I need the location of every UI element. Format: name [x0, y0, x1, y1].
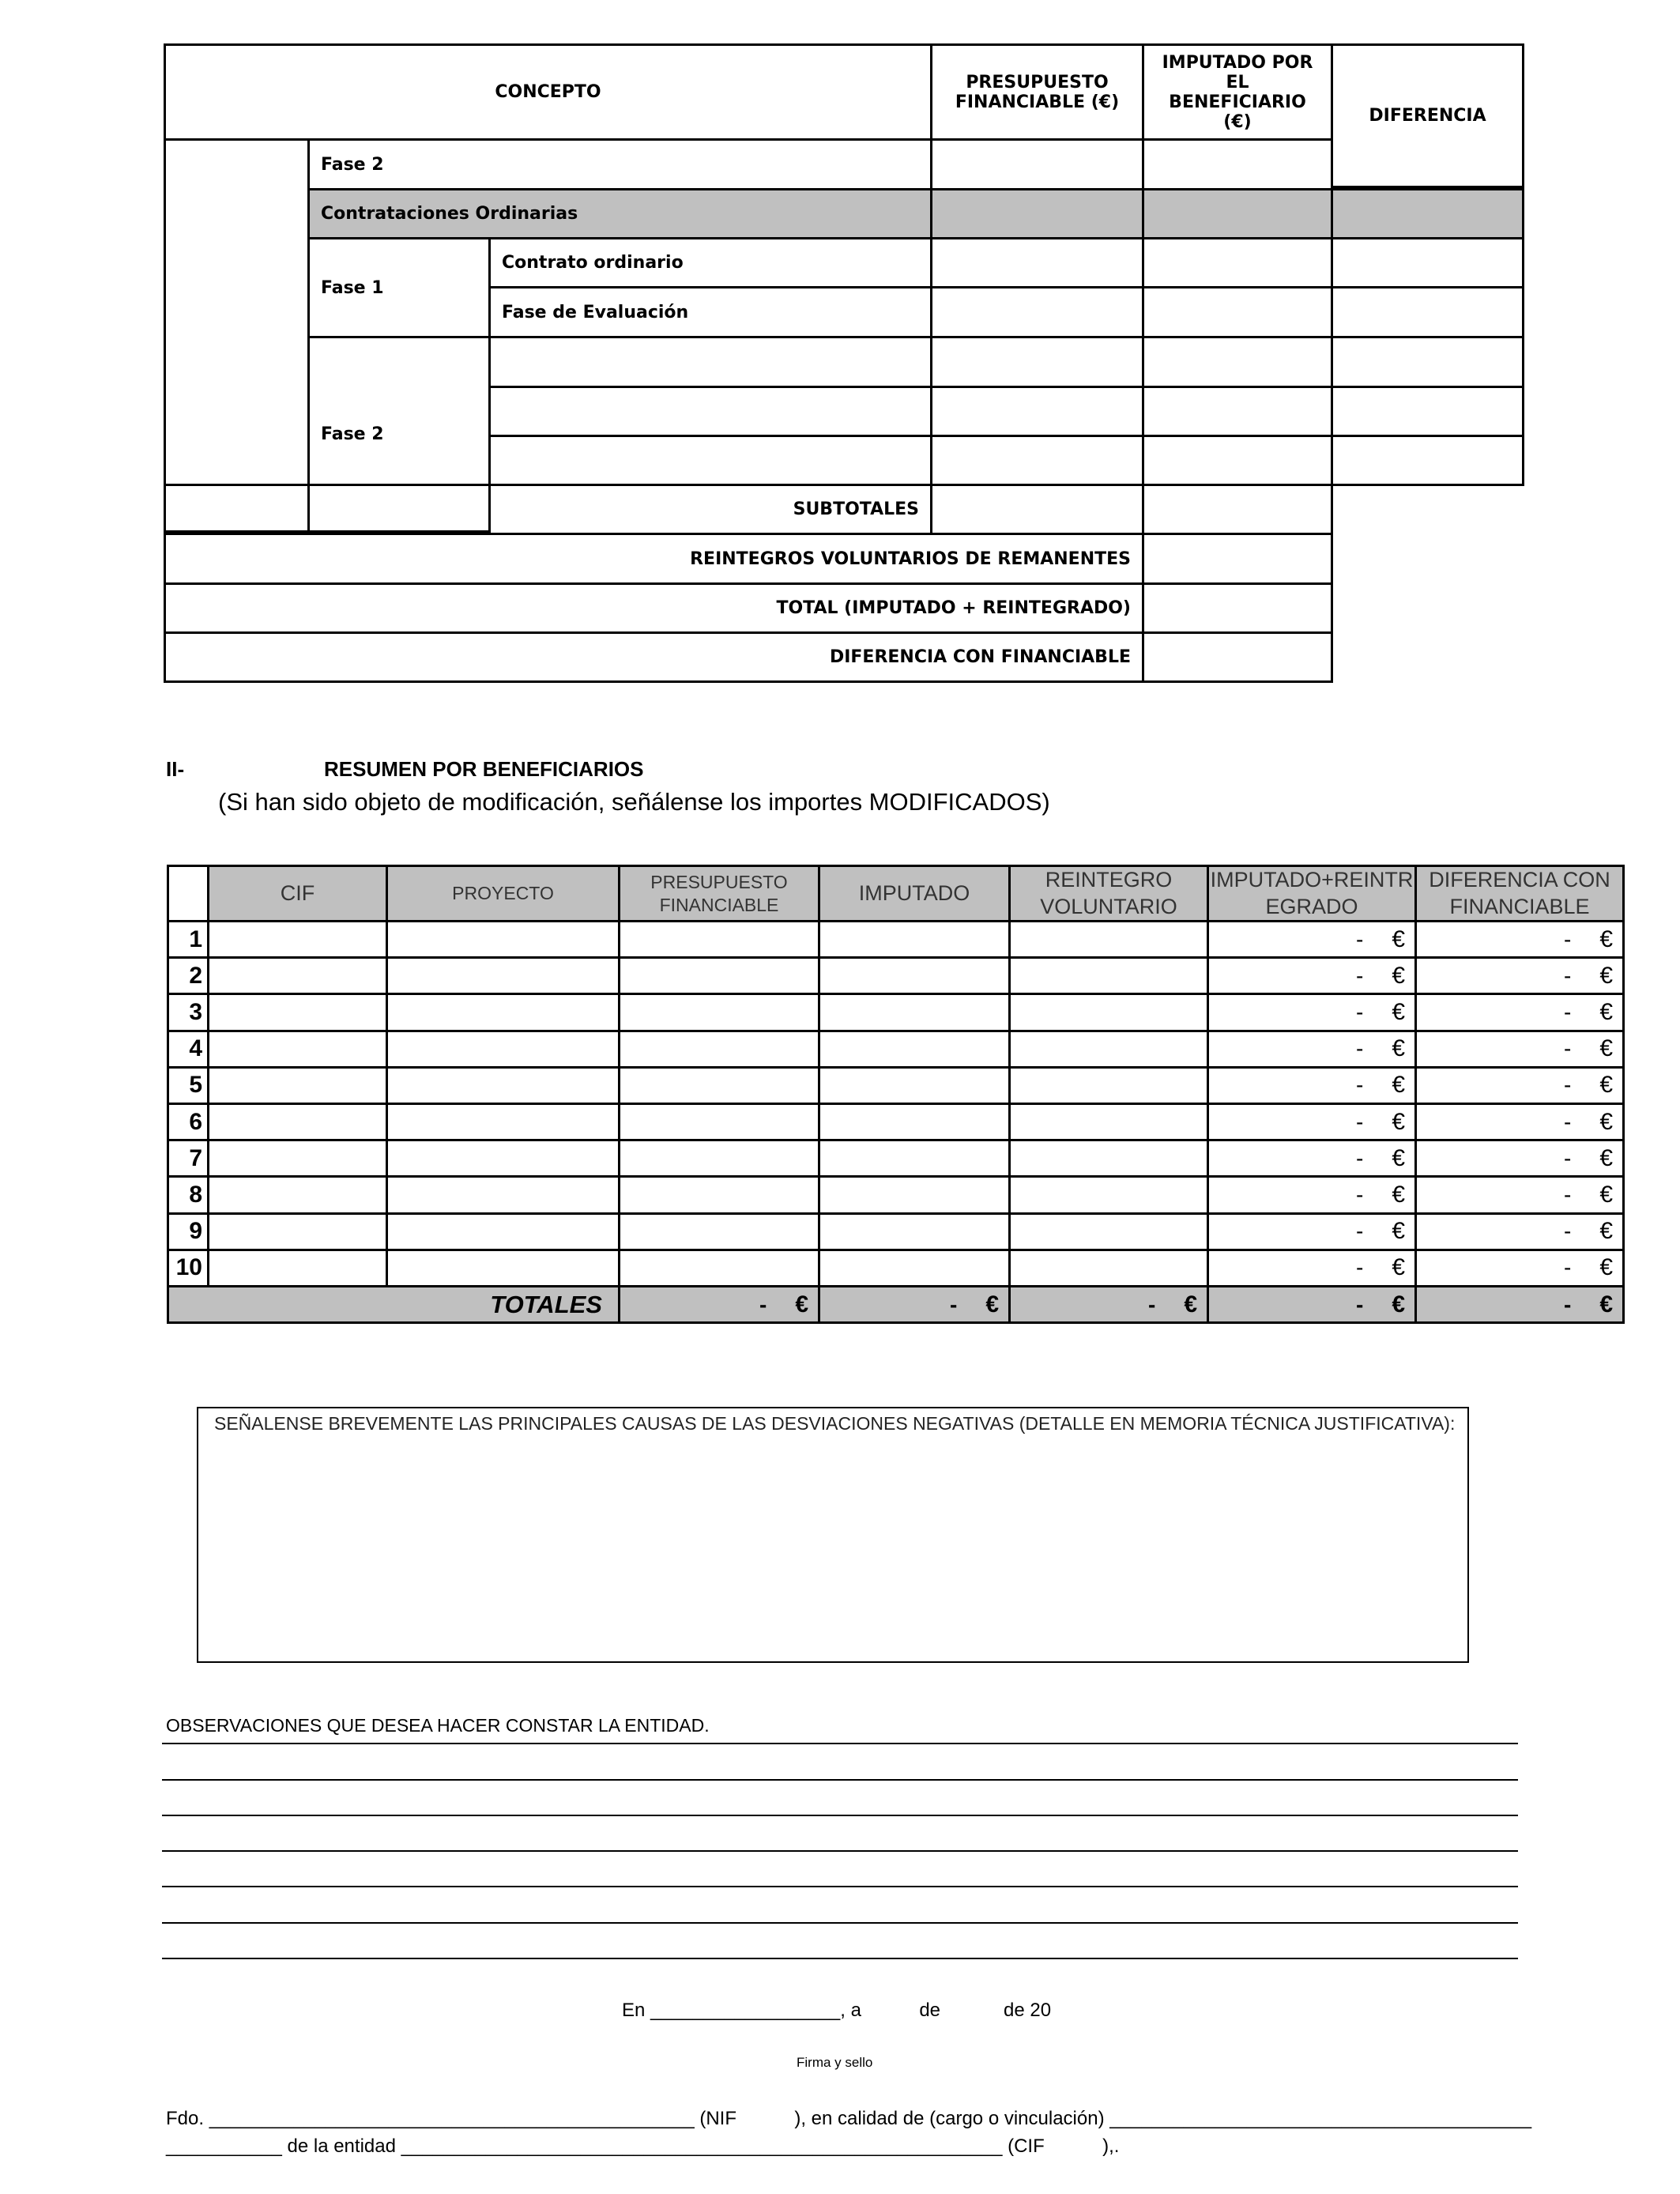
observation-line[interactable]: [162, 1743, 1518, 1744]
euro-symbol: €: [1599, 1254, 1613, 1281]
dash-value: -: [759, 1291, 767, 1317]
row-number: [167, 1212, 209, 1251]
header-reintegro: [1008, 865, 1209, 922]
row-number: [167, 920, 209, 959]
table-cell-amount: [1414, 1103, 1625, 1141]
cell-input[interactable]: [1331, 435, 1524, 486]
table-cell-input[interactable]: [1008, 1175, 1209, 1214]
dash-value: -: [1355, 1291, 1364, 1317]
dash-value: -: [1355, 1036, 1364, 1061]
row-number: [167, 993, 209, 1031]
euro-symbol: €: [1392, 1181, 1405, 1208]
cell-input[interactable]: [1142, 336, 1333, 388]
euro-symbol: €: [1599, 1144, 1613, 1171]
header-cif: [207, 865, 388, 922]
dash-value: -: [1355, 999, 1364, 1024]
table-cell-input[interactable]: [207, 1030, 388, 1069]
euro-symbol: €: [1599, 1181, 1613, 1208]
header-reintegro-label: REINTEGRO VOLUNTARIO: [1040, 867, 1177, 918]
cell-input[interactable]: [1142, 533, 1333, 585]
totales-amount: [818, 1285, 1011, 1324]
table-cell-input[interactable]: [386, 956, 620, 995]
euro-symbol: €: [1599, 925, 1613, 952]
table-cell-input[interactable]: [818, 993, 1011, 1031]
euro-symbol: €: [1184, 1291, 1197, 1318]
cell-input[interactable]: [1142, 286, 1333, 338]
table-cell-input[interactable]: [386, 993, 620, 1031]
table-cell-input[interactable]: [618, 1103, 820, 1141]
table-cell-input[interactable]: [386, 1103, 620, 1141]
cell-input[interactable]: [1142, 484, 1333, 535]
header-proyecto: [386, 865, 620, 922]
dash-value: -: [1563, 1182, 1572, 1207]
table-cell-input[interactable]: [818, 1030, 1011, 1069]
totales-amount: [618, 1285, 820, 1324]
table-cell-amount: [1207, 920, 1417, 959]
cell-input[interactable]: [1142, 237, 1333, 288]
table-cell-input[interactable]: [207, 1103, 388, 1141]
dash-value: -: [1355, 1182, 1364, 1207]
causas-box[interactable]: [197, 1407, 1469, 1663]
table-cell-amount: [1414, 993, 1625, 1031]
table-cell-amount: [1414, 1175, 1625, 1214]
dash-value: -: [1355, 1109, 1364, 1134]
observation-line[interactable]: [162, 1850, 1518, 1852]
table-cell-input[interactable]: [618, 1249, 820, 1287]
cell-input[interactable]: [1331, 237, 1524, 288]
row-fase-evaluacion: Fase de Evaluación: [488, 286, 932, 338]
euro-symbol: €: [1599, 1218, 1613, 1245]
header-presupuesto-label: PRESUPUESTO FINANCIABLE: [650, 871, 788, 915]
dash-value: -: [1563, 1036, 1572, 1061]
dash-value: -: [1355, 1255, 1364, 1280]
table-cell-amount: [1414, 1212, 1625, 1251]
section-title: RESUMEN POR BENEFICIARIOS: [324, 757, 644, 781]
table-cell-amount: [1414, 956, 1625, 995]
table-cell-amount: [1207, 993, 1417, 1031]
totales-label-cell: [167, 1285, 620, 1324]
euro-symbol: €: [1392, 1291, 1405, 1318]
header-imputado-label: IMPUTADO: [858, 880, 970, 905]
euro-symbol: €: [1599, 998, 1613, 1025]
table-cell-input[interactable]: [618, 993, 820, 1031]
dash-value: -: [949, 1291, 958, 1317]
dash-value: -: [1563, 1109, 1572, 1134]
cell-input[interactable]: [1331, 286, 1524, 338]
header-diferencia: DIFERENCIA: [1331, 43, 1524, 188]
fdo-line: Fdo. ______________________________________________ (NIF ), en calidad de (cargo o vinculación) ________________________________________: [166, 2108, 1532, 2129]
table-cell-input[interactable]: [818, 1103, 1011, 1141]
table-cell-input[interactable]: [207, 993, 388, 1031]
cell-input[interactable]: [930, 286, 1144, 338]
cell-input[interactable]: [1142, 582, 1333, 634]
cell-input[interactable]: [930, 237, 1144, 288]
table-cell-input[interactable]: [207, 1175, 388, 1214]
row-number-label: 2: [189, 962, 202, 989]
table-cell-input[interactable]: [386, 1030, 620, 1069]
euro-symbol: €: [1599, 1072, 1613, 1099]
table-cell-input[interactable]: [207, 1066, 388, 1105]
dash-value: -: [1355, 1145, 1364, 1171]
dash-value: -: [1355, 1072, 1364, 1098]
table-cell-input[interactable]: [818, 1249, 1011, 1287]
header-diferencia-label: DIFERENCIA CON FINANCIABLE: [1429, 867, 1610, 918]
euro-symbol: €: [1392, 925, 1405, 952]
header-presupuesto: PRESUPUESTO FINANCIABLE (€): [930, 43, 1144, 141]
place-date: En __________________, a de de 20: [622, 2000, 1052, 2021]
table-cell-amount: [1414, 1030, 1625, 1069]
dash-value: -: [1563, 1072, 1572, 1098]
euro-symbol: €: [1392, 1218, 1405, 1245]
table-cell-input[interactable]: [618, 1175, 820, 1214]
dash-value: -: [1355, 1219, 1364, 1244]
header-imputado: IMPUTADO POR EL BENEFICIARIO (€): [1142, 43, 1333, 141]
cell-input[interactable]: [930, 484, 1144, 535]
table-cell-input[interactable]: [1008, 1030, 1209, 1069]
table-cell-amount: [1207, 1249, 1417, 1287]
euro-symbol: €: [1392, 998, 1405, 1025]
table-cell-amount: [1414, 1249, 1625, 1287]
table-cell-input[interactable]: [386, 1066, 620, 1105]
table-cell-input[interactable]: [1008, 920, 1209, 959]
dash-value: -: [1563, 963, 1572, 988]
header-imputado-reintegrado: [1207, 865, 1417, 922]
table-cell-amount: [1207, 1030, 1417, 1069]
cell-input[interactable]: [488, 336, 932, 388]
euro-symbol: €: [1599, 1035, 1613, 1062]
dash-value: -: [1563, 926, 1572, 952]
row-number: [167, 1175, 209, 1214]
header-cif-label: CIF: [280, 880, 315, 905]
table-cell-amount: [1414, 920, 1625, 959]
table-cell-input[interactable]: [1008, 1212, 1209, 1251]
observation-line[interactable]: [162, 1958, 1518, 1959]
table-cell-input[interactable]: [1008, 993, 1209, 1031]
table-cell-input[interactable]: [1008, 956, 1209, 995]
firma-sello: Firma y sello: [797, 2055, 873, 2070]
row-number-label: 10: [175, 1254, 202, 1281]
cell-gray: [1331, 188, 1524, 239]
cell-input[interactable]: [930, 138, 1144, 190]
row-reintegros: REINTEGROS VOLUNTARIOS DE REMANENTES: [164, 533, 1144, 585]
table-cell-amount: [1207, 1139, 1417, 1178]
dash-value: -: [1563, 1255, 1572, 1280]
cell-input[interactable]: [930, 435, 1144, 486]
cell-gray: [930, 188, 1144, 239]
table-cell-amount: [1207, 1212, 1417, 1251]
table-cell-input[interactable]: [1008, 1249, 1209, 1287]
table-cell-input[interactable]: [386, 1212, 620, 1251]
table-cell-amount: [1207, 1066, 1417, 1105]
dash-value: -: [1563, 1219, 1572, 1244]
row-number-label: 7: [189, 1144, 202, 1171]
table-cell-input[interactable]: [818, 1212, 1011, 1251]
euro-symbol: €: [1392, 1144, 1405, 1171]
table-cell-amount: [1414, 1139, 1625, 1178]
table-cell-input[interactable]: [207, 1139, 388, 1178]
cell-input[interactable]: [930, 336, 1144, 388]
euro-symbol: €: [1599, 1108, 1613, 1135]
totales-amount: [1207, 1285, 1417, 1324]
cell-input[interactable]: [1142, 435, 1333, 486]
header-concepto: CONCEPTO: [164, 43, 932, 141]
table-cell-input[interactable]: [618, 920, 820, 959]
row-number-label: 9: [189, 1218, 202, 1245]
cell-input[interactable]: [1142, 631, 1333, 683]
observation-line[interactable]: [162, 1922, 1518, 1924]
table-cell-input[interactable]: [818, 1066, 1011, 1105]
table-cell-input[interactable]: [386, 1249, 620, 1287]
table-cell-input[interactable]: [818, 920, 1011, 959]
row-subtotales: SUBTOTALES: [164, 484, 932, 535]
table-cell-input[interactable]: [818, 1139, 1011, 1178]
cell-input[interactable]: [488, 435, 932, 486]
totales-amount: [1414, 1285, 1625, 1324]
table-cell-amount: [1207, 1175, 1417, 1214]
cell-input[interactable]: [1142, 138, 1333, 190]
row-fase2-top: Fase 2: [307, 138, 932, 190]
row-number-label: 1: [189, 925, 202, 952]
section-subtitle: (Si han sido objeto de modificación, señálense los importes MODIFICADOS): [218, 788, 1050, 816]
euro-symbol: €: [1392, 1072, 1405, 1099]
cell-input[interactable]: [1142, 386, 1333, 437]
table-cell-input[interactable]: [618, 1066, 820, 1105]
table-cell-input[interactable]: [207, 1249, 388, 1287]
cell-input[interactable]: [488, 386, 932, 437]
table-cell-amount: [1207, 1103, 1417, 1141]
row-number: [167, 1249, 209, 1287]
row-number-label: 8: [189, 1181, 202, 1208]
totales-label: TOTALES: [490, 1290, 602, 1318]
header-presupuesto: [618, 865, 820, 922]
cell-input[interactable]: [930, 386, 1144, 437]
observaciones-label: OBSERVACIONES QUE DESEA HACER CONSTAR LA ENTIDAD.: [166, 1715, 710, 1736]
row-number-label: 4: [189, 1035, 202, 1062]
cell-input[interactable]: [1331, 386, 1524, 437]
section-number: II-: [166, 757, 185, 781]
euro-symbol: €: [1392, 1035, 1405, 1062]
dash-value: -: [1355, 963, 1364, 988]
row-number: [167, 1066, 209, 1105]
table-cell-input[interactable]: [818, 956, 1011, 995]
euro-symbol: €: [1392, 1108, 1405, 1135]
table-cell-input[interactable]: [1008, 1139, 1209, 1178]
row-total: TOTAL (IMPUTADO + REINTEGRADO): [164, 582, 1144, 634]
concept-group-cell: [164, 138, 310, 533]
table-cell-input[interactable]: [618, 1212, 820, 1251]
table-cell-input[interactable]: [386, 1175, 620, 1214]
table-cell-input[interactable]: [207, 920, 388, 959]
dash-value: -: [1563, 999, 1572, 1024]
table-cell-input[interactable]: [207, 1212, 388, 1251]
euro-symbol: €: [795, 1291, 808, 1318]
table-cell-input[interactable]: [1008, 1103, 1209, 1141]
row-diferencia: DIFERENCIA CON FINANCIABLE: [164, 631, 1144, 683]
table-cell-input[interactable]: [618, 956, 820, 995]
totales-amount: [1008, 1285, 1209, 1324]
table-cell-input[interactable]: [386, 1139, 620, 1178]
row-contrato-ordinario: Contrato ordinario: [488, 237, 932, 288]
row-fase1: Fase 1: [307, 237, 491, 338]
euro-symbol: €: [1599, 962, 1613, 989]
euro-symbol: €: [985, 1291, 999, 1318]
row-contrataciones: Contrataciones Ordinarias: [307, 188, 932, 239]
row-number-label: 5: [189, 1072, 202, 1099]
header-proyecto-label: PROYECTO: [452, 883, 554, 904]
table-cell-input[interactable]: [386, 920, 620, 959]
causas-label: SEÑALENSE BREVEMENTE LAS PRINCIPALES CAUSAS DE LAS DESVIACIONES NEGATIVAS (DETALLE EN MEMORIA TÉCNICA JUSTIFICATIVA):: [214, 1413, 1456, 1434]
header-corner: [167, 865, 209, 922]
dash-value: -: [1147, 1291, 1156, 1317]
row-number: [167, 1030, 209, 1069]
table-cell-amount: [1207, 956, 1417, 995]
euro-symbol: €: [1599, 1291, 1613, 1318]
table-cell-input[interactable]: [618, 1030, 820, 1069]
table-cell-input[interactable]: [207, 956, 388, 995]
header-imputado: [818, 865, 1011, 922]
header-diferencia: [1414, 865, 1625, 922]
row-number: [167, 1103, 209, 1141]
cell-gray: [1142, 188, 1333, 239]
dash-value: -: [1563, 1145, 1572, 1171]
row-number-label: 3: [189, 998, 202, 1025]
table-cell-amount: [1414, 1066, 1625, 1105]
table-cell-input[interactable]: [1008, 1066, 1209, 1105]
table-cell-input[interactable]: [818, 1175, 1011, 1214]
dash-value: -: [1355, 926, 1364, 952]
entidad-line: ___________ de la entidad _________________________________________________________ (CIF ),.: [166, 2136, 1120, 2157]
observation-line[interactable]: [162, 1886, 1518, 1887]
dash-value: -: [1563, 1291, 1572, 1317]
row-number: [167, 1139, 209, 1178]
cell-input[interactable]: [1331, 336, 1524, 388]
observation-line[interactable]: [162, 1815, 1518, 1816]
row-number: [167, 956, 209, 995]
header-imputado-reintegrado-label: IMPUTADO+REINTR EGRADO: [1210, 867, 1414, 918]
observation-line[interactable]: [162, 1779, 1518, 1781]
euro-symbol: €: [1392, 1254, 1405, 1281]
table-cell-input[interactable]: [618, 1139, 820, 1178]
row-fase2-bottom: Fase 2: [307, 336, 491, 533]
beneficiaries-table: [167, 865, 1622, 1317]
euro-symbol: €: [1392, 962, 1405, 989]
row-number-label: 6: [189, 1108, 202, 1135]
